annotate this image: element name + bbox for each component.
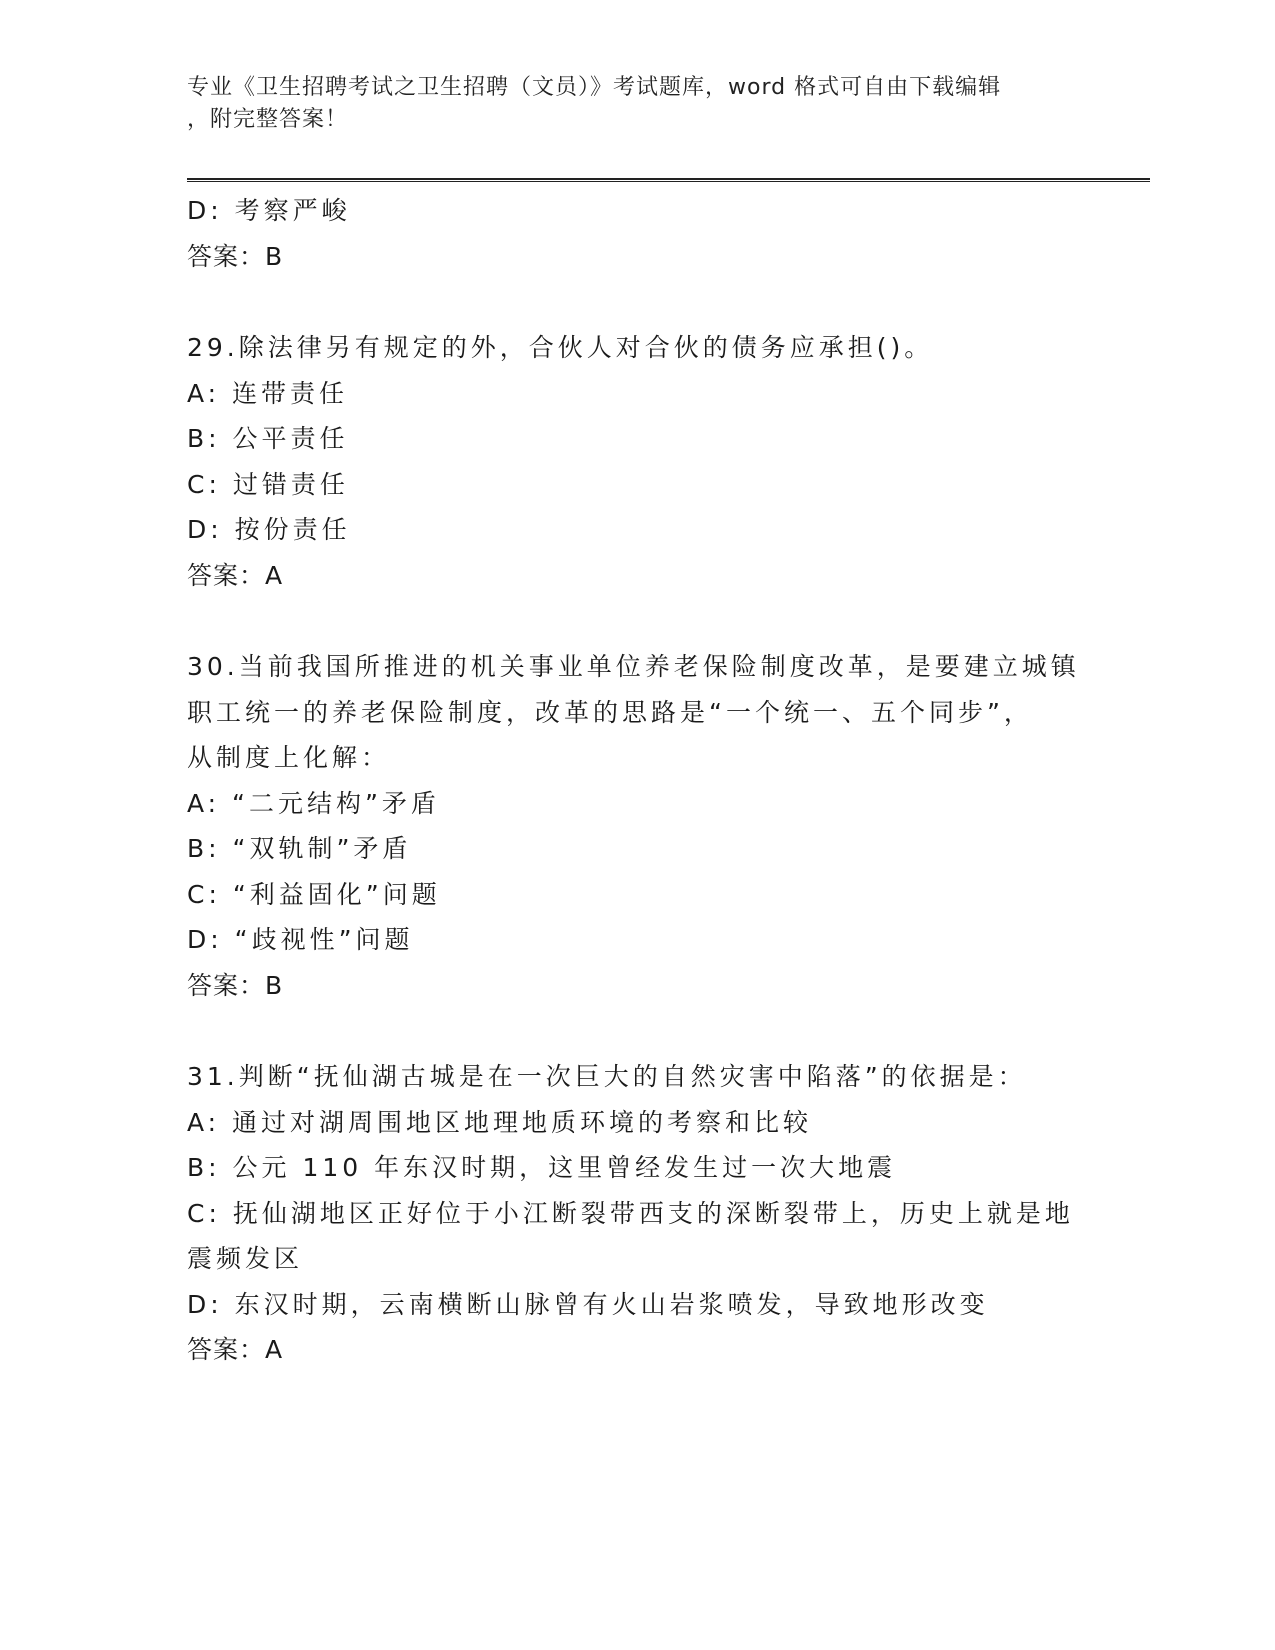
header-line-2: ，附完整答案！ — [187, 107, 349, 132]
option-b: B: 公平责任 — [187, 424, 349, 453]
question-30 — [187, 644, 1087, 1008]
question-stem: 29.除法律另有规定的外，合伙人对合伙的债务应承担()。 — [187, 333, 934, 362]
spacer — [187, 1008, 1087, 1054]
spacer — [187, 279, 1087, 325]
option-a: A: 连带责任 — [187, 378, 349, 408]
option-a: A: “二元结构”矛盾 — [187, 788, 440, 818]
question-28-tail — [187, 188, 1087, 279]
question-29 — [187, 325, 1087, 598]
option-c-continued: 震频发区 — [187, 1244, 304, 1273]
option-c: C: “利益固化”问题 — [187, 879, 441, 909]
answer-line: 答案：B — [187, 241, 284, 271]
option-a: A: 通过对湖周围地区地理地质环境的考察和比较 — [187, 1107, 813, 1137]
header-line-1: 专业《卫生招聘考试之卫生招聘（文员）》考试题库，word 格式可自由下载编辑 — [187, 75, 1002, 100]
question-31 — [187, 1054, 1087, 1373]
question-stem: 31.判断“抚仙湖古城是在一次巨大的自然灾害中陷落”的依据是： — [187, 1062, 1027, 1091]
question-content — [187, 188, 1087, 1373]
answer-line: 答案：B — [187, 970, 284, 1000]
answer-line: 答案：A — [187, 1335, 284, 1364]
spacer — [187, 598, 1087, 644]
answer-line: 答案：A — [187, 560, 284, 590]
option-c: C: 过错责任 — [187, 469, 349, 499]
option-d: D: 考察严峻 — [187, 196, 351, 225]
question-stem: 职工统一的养老保险制度，改革的思路是“一个统一、五个同步”， — [187, 697, 1033, 727]
question-stem: 从制度上化解： — [187, 743, 391, 772]
option-d: D: 按份责任 — [187, 515, 351, 544]
option-d: D: 东汉时期，云南横断山脉曾有火山岩浆喷发，导致地形改变 — [187, 1289, 989, 1319]
question-stem: 30.当前我国所推进的机关事业单位养老保险制度改革，是要建立城镇 — [187, 652, 1080, 681]
option-d: D: “歧视性”问题 — [187, 925, 414, 954]
document-header — [187, 72, 1067, 136]
option-b: B: 公元 110 年东汉时期，这里曾经发生过一次大地震 — [187, 1153, 897, 1182]
header-divider — [187, 178, 1150, 182]
option-b: B: “双轨制”矛盾 — [187, 834, 412, 863]
option-c: C: 抚仙湖地区正好位于小江断裂带西支的深断裂带上，历史上就是地 — [187, 1198, 1074, 1228]
